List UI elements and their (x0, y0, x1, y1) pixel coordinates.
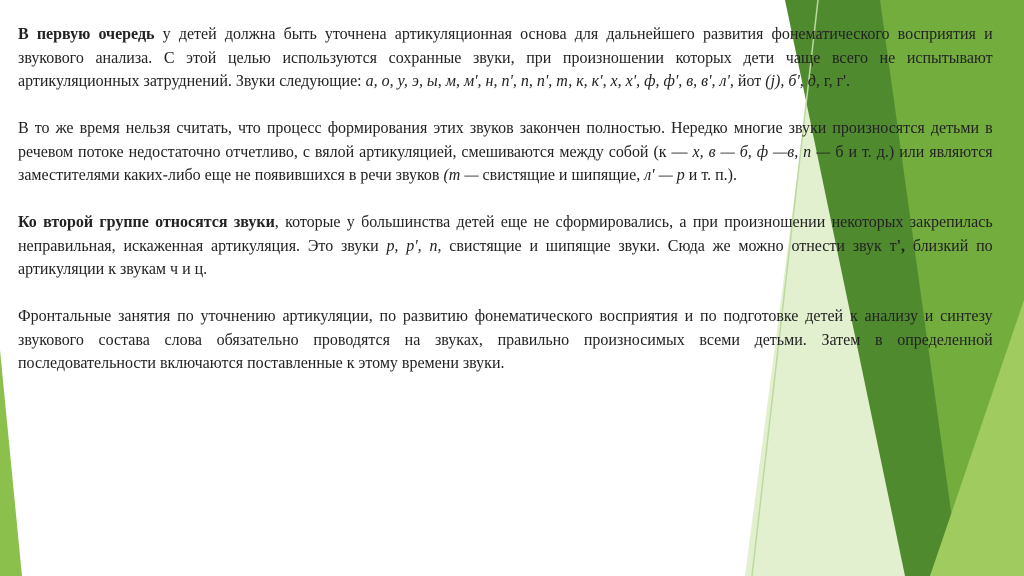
text-run: свистящие и шипящие звуки. Сюда же можно отнести звук т (441, 235, 897, 255)
text-run: , которые у большинства детей еще не сформировались, а при произношении некоторых закрепилась неправильная, искаженная артикуляция. Это звуки (18, 212, 993, 255)
paragraph (18, 304, 993, 375)
text-run: ', (896, 235, 906, 255)
paragraph (18, 22, 993, 93)
text-run: (т — (443, 165, 479, 184)
text-run: у детей должна быть уточнена артикуляционная основа для дальнейшего развития фонематического восприятия и звукового анализа. С этой целью используются сохранные звуки, при произношении которых дети чаще всего не испытывают артикуляционных затруднений. Звуки следующие: (18, 24, 993, 90)
text-run: Ко второй группе относятся звуки (18, 212, 275, 231)
text-run: близкий по артикуляции к звукам ч и ц. (18, 235, 993, 278)
text-run: х, в — б, ф —в, п — (692, 141, 831, 161)
slide-body-text (18, 22, 993, 398)
text-run: и т. п.). (684, 165, 737, 184)
text-run: р, р', п, (386, 235, 442, 255)
text-run: свистящие и шипящие, (478, 165, 645, 184)
paragraph (18, 116, 993, 187)
text-run: йот (733, 71, 766, 90)
text-run: В то же время нельзя считать, что процесс формирования этих звуков закончен полностью. Нередко многие звуки произносятся детьми в речевом потоке недостаточно отчетливо, с вялой артикуляцией, смешиваются между собой (к — (18, 118, 993, 161)
text-run: (j), б', д, (765, 71, 820, 90)
text-run: г, г'. (819, 71, 851, 90)
text-run: л' — р (644, 165, 685, 184)
text-run: б и т. д.) или являются заместителями каких-либо еще не появившихся в речи звуков (18, 141, 993, 184)
paragraph (18, 210, 993, 281)
text-run: В первую очередь (18, 24, 155, 43)
text-run: а, о, у, э, ы, м, м', н, п', п, п', т, к, к', х, х', ф, ф', в, в', л', (365, 71, 734, 90)
text-run: Фронтальные занятия по уточнению артикуляции, по развитию фонематического восприятия и по подготовке детей к анализу и синтезу звукового состава слова обязательно проводятся на звуках, правильно произносимых всеми детьми. Затем в определенной последовательности включаются поставленные к этому времени звуки. (18, 306, 993, 372)
